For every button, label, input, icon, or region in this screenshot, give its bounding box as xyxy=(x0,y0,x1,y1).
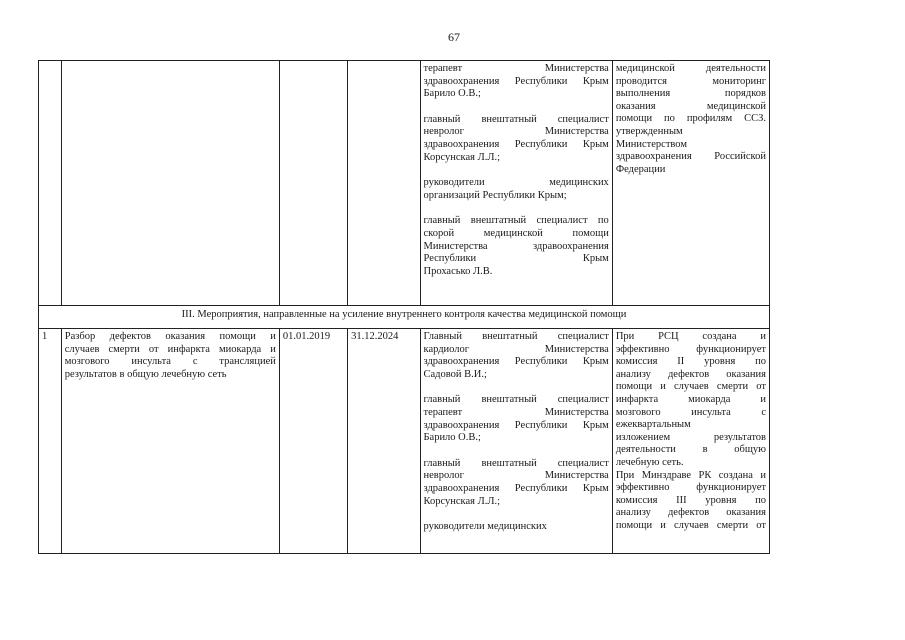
text-line: руководители медицинских xyxy=(423,521,547,533)
text-line: мозгового инсульта с xyxy=(615,406,766,418)
text-line: скорой медицинской помощи xyxy=(423,227,609,239)
text-line: инфаркта миокарда и xyxy=(615,393,766,405)
paragraph-gap xyxy=(424,202,609,215)
text-line: комиссия III уровня по xyxy=(615,494,766,506)
text-line: комиссия II уровня по xyxy=(615,356,766,368)
text-line: ежеквартальным xyxy=(615,419,691,431)
cell-number xyxy=(39,61,62,306)
text-line: Корсунская Л.Л.; xyxy=(423,151,500,163)
text-line: анализу дефектов оказания xyxy=(615,368,766,380)
cell-number: 1 xyxy=(39,329,62,554)
text-line: здравоохранения Республики Крым xyxy=(423,75,609,87)
cell-end xyxy=(348,61,420,306)
text-line: главный внештатный специалист xyxy=(423,113,609,125)
section-title: III. Мероприятия, направленные на усиление внутреннего контроля качества медицинской помощи xyxy=(39,306,770,329)
cell-start xyxy=(279,61,347,306)
text-line: изложением результатов xyxy=(615,431,766,443)
text-line: главный внештатный специалист по xyxy=(423,215,609,227)
section-header-row xyxy=(39,306,770,329)
text-line: Министерством xyxy=(615,138,687,150)
text-line: деятельности в общую xyxy=(615,444,766,456)
text-line: Барило О.В.; xyxy=(423,88,481,100)
text-line: главный внештатный специалист xyxy=(423,457,609,469)
paragraph-gap xyxy=(424,445,609,458)
text-line: невролог Министерства xyxy=(423,126,609,138)
text-line: Главный внештатный специалист xyxy=(423,331,609,342)
text-line: помощи и случаев смерти от xyxy=(615,381,766,393)
paragraph-gap xyxy=(424,101,609,114)
text-line: Прохасько Л.В. xyxy=(423,265,493,277)
paragraph-gap xyxy=(424,508,609,521)
text-line: результатов в общую лечебную сеть xyxy=(64,368,227,380)
text-line: невролог Министерства xyxy=(423,470,609,482)
cell-responsible xyxy=(420,329,612,554)
text-line: терапевт Министерства xyxy=(423,63,609,74)
text-line: эффективно функционирует xyxy=(615,343,766,355)
text-line: анализу дефектов оказания xyxy=(615,507,766,519)
text-line: здравоохранения Российской xyxy=(615,151,766,163)
paragraph-gap xyxy=(424,381,609,394)
text-line: Барило О.В.; xyxy=(423,432,481,444)
text-line: оказания медицинской xyxy=(615,100,766,112)
text-line: проводится мониторинг xyxy=(615,75,766,87)
text-line: руководители медицинских xyxy=(423,177,609,189)
text-line: здравоохранения Республики Крым xyxy=(423,482,609,494)
text-line: главный внештатный специалист xyxy=(423,394,609,406)
cell-end: 31.12.2024 xyxy=(348,329,420,554)
cell-event xyxy=(61,329,279,554)
cell-responsible xyxy=(420,61,612,306)
text-line: При РСЦ создана и xyxy=(615,331,766,342)
text-line: выполнения порядков xyxy=(615,88,766,100)
page-number: 67 xyxy=(448,30,460,44)
table-row xyxy=(39,329,770,554)
text-line: помощи по профилям ССЗ. xyxy=(615,113,766,125)
cell-event xyxy=(61,61,279,306)
text-line: помощи и случаев смерти от xyxy=(615,519,766,531)
cell-start: 01.01.2019 xyxy=(279,329,347,554)
text-line: утвержденным xyxy=(615,125,683,137)
text-line: мозгового инсульта с трансляцией xyxy=(64,356,276,368)
text-line: Республики Крым xyxy=(423,253,609,265)
text-line: здравоохранения Республики Крым xyxy=(423,419,609,431)
text-line: Министерства здравоохранения xyxy=(423,240,609,252)
text-line: терапевт Министерства xyxy=(423,406,609,418)
text-line: Корсунская Л.Л.; xyxy=(423,495,500,507)
text-line: Федерации xyxy=(615,163,666,175)
cell-result xyxy=(612,61,769,306)
document-table xyxy=(38,60,770,554)
text-line: случаев смерти от инфаркта миокарда и xyxy=(64,343,276,355)
text-line: эффективно функционирует xyxy=(615,482,766,494)
text-line: здравоохранения Республики Крым xyxy=(423,138,609,150)
cell-result xyxy=(612,329,769,554)
text-line: кардиолог Министерства xyxy=(423,343,609,355)
text-line: лечебную сеть. xyxy=(615,456,684,468)
table-row xyxy=(39,61,770,306)
text-line: здравоохранения Республики Крым xyxy=(423,356,609,368)
text-line: Садовой В.И.; xyxy=(423,368,487,380)
text-line: организаций Республики Крым; xyxy=(423,189,567,201)
paragraph-gap xyxy=(424,164,609,177)
text-line: медицинской деятельности xyxy=(615,63,766,74)
text-line: При Минздраве РК создана и xyxy=(615,469,766,481)
text-line: Разбор дефектов оказания помощи и xyxy=(64,331,276,342)
